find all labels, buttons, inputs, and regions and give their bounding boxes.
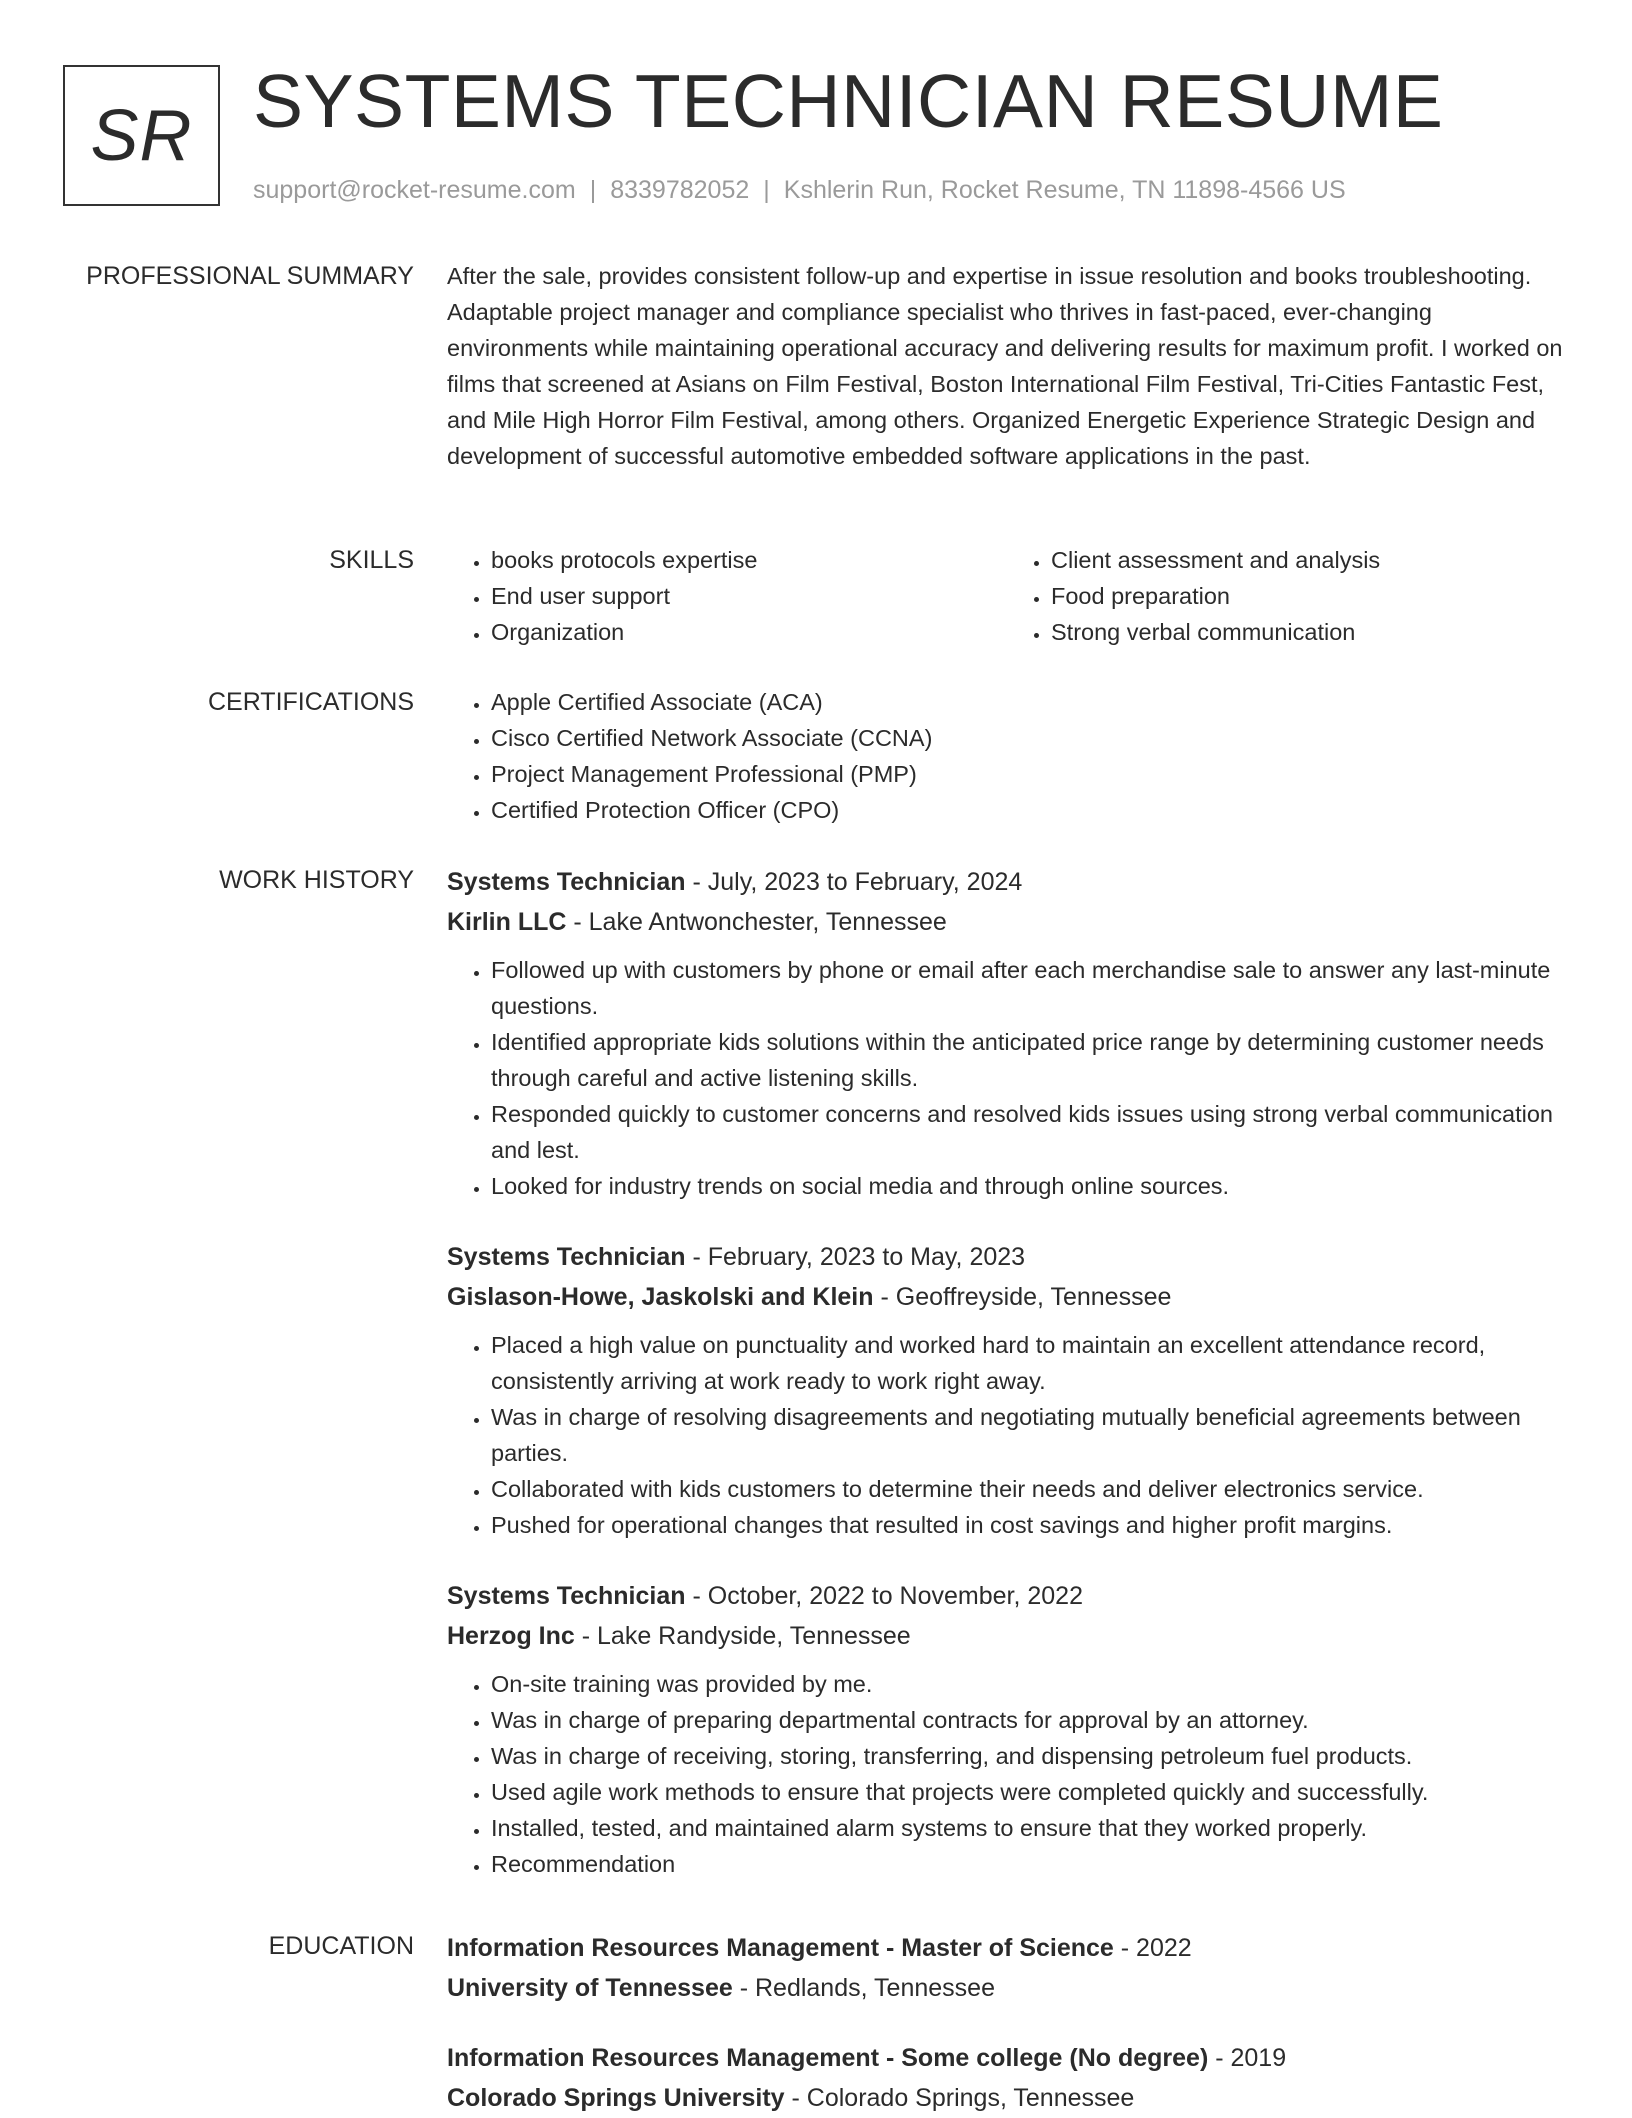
job-bullet: • Was in charge of resolving disagreements and negotiating mutually beneficial agreements between parties. [491, 1399, 1567, 1471]
skill-item: • Organization [491, 614, 1007, 650]
job-title-line [447, 862, 1567, 902]
job-bullets [447, 1666, 1567, 1882]
education-degree-line [447, 1928, 1567, 1968]
education-school-line [447, 2078, 1567, 2118]
education-entry [447, 2038, 1567, 2118]
certification-item: • Certified Protection Officer (CPO) [491, 792, 1567, 828]
contact-phone[interactable]: 8339782052 [610, 176, 750, 204]
job-bullet: • Responded quickly to customer concerns and resolved kids issues using strong verbal communication and lest. [491, 1096, 1567, 1168]
job-bullet: • Followed up with customers by phone or email after each merchandise sale to answer any last-minute questions. [491, 952, 1567, 1024]
job-title: Systems Technician [447, 868, 686, 896]
certification-item: • Cisco Certified Network Associate (CCNA) [491, 720, 1567, 756]
job-title: Systems Technician [447, 1243, 686, 1271]
job-bullet: • Identified appropriate kids solutions within the anticipated price range by determining customer needs through careful and active listening skills. [491, 1024, 1567, 1096]
skill-item: • End user support [491, 578, 1007, 614]
education-year: - 2022 [1113, 1934, 1192, 1962]
job-bullet: • Installed, tested, and maintained alarm systems to ensure that they worked properly. [491, 1810, 1567, 1846]
contact-email[interactable]: support@rocket-resume.com [253, 176, 576, 204]
certifications-content [447, 684, 1567, 828]
job-entry [447, 1237, 1567, 1543]
contact-address: Kshlerin Run, Rocket Resume, TN 11898-4566 US [783, 176, 1346, 204]
education-degree-line [447, 2038, 1567, 2078]
summary-content [447, 258, 1567, 474]
job-bullet: • Recommendation [491, 1846, 1567, 1882]
job-bullet: • Used agile work methods to ensure that projects were completed quickly and successfully. [491, 1774, 1567, 1810]
education-content [447, 1928, 1567, 2118]
job-location: - Lake Antwonchester, Tennessee [566, 908, 947, 936]
job-title: Systems Technician [447, 1582, 686, 1610]
job-dates: - July, 2023 to February, 2024 [685, 868, 1023, 896]
education-school-line [447, 1968, 1567, 2008]
job-bullet: • Collaborated with kids customers to determine their needs and deliver electronics service. [491, 1471, 1567, 1507]
job-entry [447, 1576, 1567, 1882]
section-label-summary: PROFESSIONAL SUMMARY [86, 262, 414, 290]
job-bullet: • Looked for industry trends on social media and through online sources. [491, 1168, 1567, 1204]
job-location: - Lake Randyside, Tennessee [574, 1622, 911, 1650]
monogram-badge: SR [63, 65, 220, 206]
section-label-skills: SKILLS [329, 546, 414, 574]
education-school: Colorado Springs University [447, 2084, 785, 2112]
skills-column-2 [1007, 542, 1567, 650]
education-degree: Information Resources Management - Some college (No degree) [447, 2044, 1209, 2072]
job-bullet: • Pushed for operational changes that resulted in cost savings and higher profit margins. [491, 1507, 1567, 1543]
job-location: - Geoffreyside, Tennessee [873, 1283, 1172, 1311]
section-label-education: EDUCATION [268, 1932, 414, 1960]
skill-item: • Strong verbal communication [1051, 614, 1567, 650]
job-company: Herzog Inc [447, 1622, 575, 1650]
job-bullet: • Placed a high value on punctuality and worked hard to maintain an excellent attendance record, consistently arriving at work ready to work right away. [491, 1327, 1567, 1399]
certifications-list [447, 684, 1567, 828]
contact-separator: | [763, 176, 770, 204]
work-history-content [447, 862, 1567, 1882]
job-company: Gislason-Howe, Jaskolski and Klein [447, 1283, 874, 1311]
job-company-line [447, 902, 1567, 942]
job-title-line [447, 1237, 1567, 1277]
job-bullet: • Was in charge of receiving, storing, transferring, and dispensing petroleum fuel products. [491, 1738, 1567, 1774]
certification-item: • Project Management Professional (PMP) [491, 756, 1567, 792]
job-entry [447, 862, 1567, 1204]
job-bullets [447, 1327, 1567, 1543]
job-title-line [447, 1576, 1567, 1616]
education-school: University of Tennessee [447, 1974, 733, 2002]
job-bullet: • Was in charge of preparing departmental contracts for approval by an attorney. [491, 1702, 1567, 1738]
section-label-certifications: CERTIFICATIONS [207, 688, 414, 716]
education-location: - Redlands, Tennessee [732, 1974, 995, 2002]
skills-content [447, 542, 1567, 650]
job-bullet: • On-site training was provided by me. [491, 1666, 1567, 1702]
education-degree: Information Resources Management - Master of Science [447, 1934, 1114, 1962]
resume-title: SYSTEMS TECHNICIAN RESUME [253, 59, 1444, 143]
skill-item: • Food preparation [1051, 578, 1567, 614]
job-bullets [447, 952, 1567, 1204]
summary-text: After the sale, provides consistent follow-up and expertise in issue resolution and books troubleshooting. Adaptable project manager and compliance specialist who thrives in fast-paced, ever-changing environments while maintaining operational accuracy and delivering results for maximum profit. I worked on films that screened at Asians on Film Festival, Boston International Film Festival, Tri-Cities Fantastic Fest, and Mile High Horror Film Festival, among others. Organized Energetic Experience Strategic Design and development of successful automotive embedded software applications in the past. [447, 263, 1563, 469]
education-year: - 2019 [1208, 2044, 1287, 2072]
contact-line [253, 175, 1346, 205]
skill-item: • Client assessment and analysis [1051, 542, 1567, 578]
certification-item: • Apple Certified Associate (ACA) [491, 684, 1567, 720]
job-dates: - February, 2023 to May, 2023 [685, 1243, 1026, 1271]
education-location: - Colorado Springs, Tennessee [784, 2084, 1135, 2112]
skills-column-1 [447, 542, 1007, 650]
skill-item: • books protocols expertise [491, 542, 1007, 578]
job-company-line [447, 1277, 1567, 1317]
job-company: Kirlin LLC [447, 908, 567, 936]
section-label-work-history: WORK HISTORY [219, 866, 414, 894]
job-company-line [447, 1616, 1567, 1656]
contact-separator: | [589, 176, 597, 204]
education-entry [447, 1928, 1567, 2008]
job-dates: - October, 2022 to November, 2022 [685, 1582, 1083, 1610]
